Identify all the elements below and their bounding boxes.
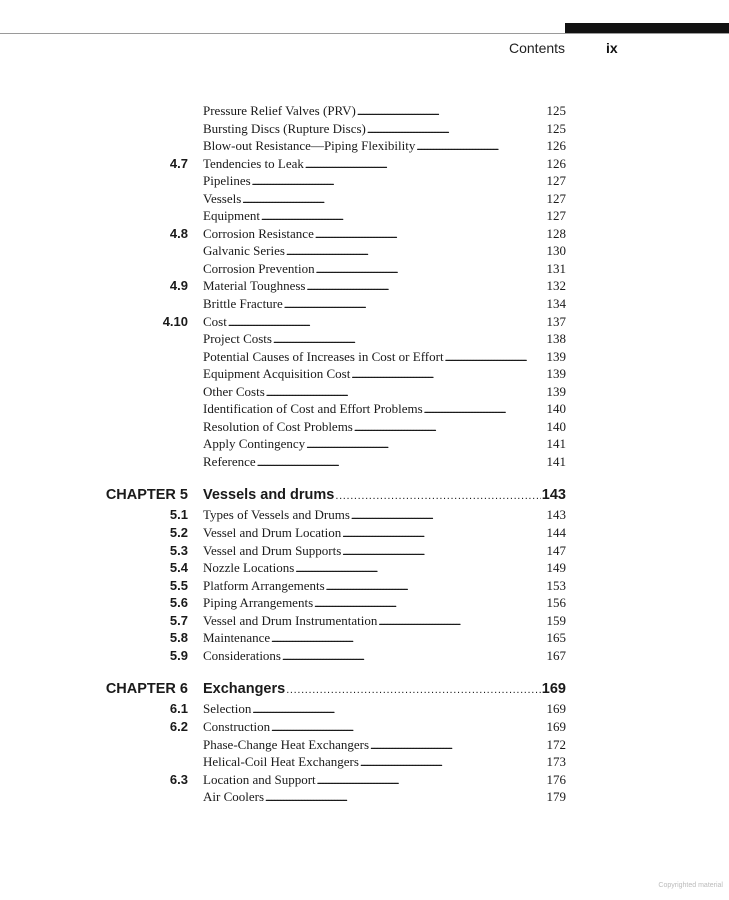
entry-page: 127 (546, 208, 566, 224)
section-number: 5.1 (169, 507, 188, 523)
entry-page: 125 (546, 103, 566, 118)
toc-entry[interactable] (0, 629, 729, 647)
chapter-page: 143 (541, 487, 566, 504)
toc-entry[interactable] (0, 137, 729, 155)
entry-page: 128 (546, 225, 566, 241)
header-rule (0, 33, 729, 34)
entry-title: Vessels (203, 190, 242, 206)
entry-page: 156 (546, 595, 566, 611)
entry-page: 159 (546, 612, 566, 628)
section-number: 6.3 (169, 771, 188, 787)
entry-title: Considerations (203, 647, 281, 663)
section-number: 4.8 (169, 225, 188, 241)
running-head: Contents (509, 40, 566, 56)
toc-entry[interactable] (0, 542, 729, 560)
entry-page: 140 (546, 418, 566, 434)
chapter-title: Vessels and drums (203, 487, 335, 504)
chapter-title: Exchangers (203, 681, 286, 698)
entry-page: 147 (546, 542, 566, 558)
toc-entry[interactable] (0, 594, 729, 612)
section-number: 5.5 (169, 577, 188, 593)
section-number: 4.10 (162, 313, 188, 329)
entry-page: 172 (546, 736, 566, 752)
entry-page: 139 (546, 366, 566, 382)
dot-leader (257, 453, 546, 473)
section-number: 5.2 (169, 525, 188, 541)
toc-entry[interactable] (0, 120, 729, 138)
entry-page: 131 (546, 260, 566, 276)
entry-title: Cost (203, 313, 227, 329)
toc-entry[interactable] (0, 225, 729, 243)
entry-title: Location and Support (203, 771, 316, 787)
chapter-label: CHAPTER 6 (105, 681, 188, 698)
entry-title: Corrosion Resistance (203, 225, 314, 241)
section-number: 5.7 (169, 612, 188, 628)
section-number: 5.4 (169, 560, 188, 576)
entry-page: 130 (546, 243, 566, 259)
toc-entry[interactable] (0, 207, 729, 225)
table-of-contents (0, 102, 729, 806)
entry-page: 167 (546, 647, 566, 663)
toc-entry[interactable] (0, 700, 729, 718)
section-number: 5.8 (169, 630, 188, 646)
toc-entry[interactable] (0, 383, 729, 401)
entry-title: Potential Causes of Increases in Cost or Effort (203, 348, 444, 364)
section-number: 6.2 (169, 718, 188, 734)
entry-page: 132 (546, 278, 566, 294)
entry-title: Other Costs (203, 383, 265, 399)
entry-page: 127 (546, 190, 566, 206)
entry-title: Helical-Coil Heat Exchangers (203, 754, 359, 770)
entry-title: Identification of Cost and Effort Problems (203, 401, 423, 417)
toc-entry[interactable] (0, 718, 729, 736)
entry-title: Pressure Relief Valves (PRV) (203, 103, 356, 118)
entry-title: Apply Contingency (203, 436, 306, 452)
section-number: 6.1 (169, 701, 188, 717)
entry-title: Tendencies to Leak (203, 155, 304, 171)
toc-entry[interactable] (0, 524, 729, 542)
entry-title: Maintenance (203, 630, 271, 646)
section-number: 5.9 (169, 647, 188, 663)
entry-page: 141 (546, 436, 566, 452)
entry-page: 137 (546, 313, 566, 329)
section-number: 5.6 (169, 595, 188, 611)
toc-entry[interactable] (0, 753, 729, 771)
entry-title: Blow-out Resistance—Piping Flexibility (203, 138, 416, 154)
dot-leader (282, 647, 546, 667)
entry-title: Platform Arrangements (203, 577, 325, 593)
entry-page: 165 (546, 630, 566, 646)
toc-entry[interactable] (0, 365, 729, 383)
toc-entry[interactable] (0, 190, 729, 208)
chapter-5-heading[interactable] (0, 484, 729, 506)
entry-title: Project Costs (203, 331, 272, 347)
toc-entry[interactable] (0, 400, 729, 418)
entry-title: Piping Arrangements (203, 595, 314, 611)
entry-title: Selection (203, 701, 252, 717)
page-number: ix (606, 40, 618, 56)
entry-title: Construction (203, 718, 271, 734)
toc-entry[interactable] (0, 647, 729, 665)
toc-entry[interactable] (0, 736, 729, 754)
entry-title: Equipment (203, 208, 261, 224)
entry-page: 169 (546, 701, 566, 717)
toc-entry[interactable] (0, 612, 729, 630)
entry-title: Resolution of Cost Problems (203, 418, 353, 434)
entry-title: Vessel and Drum Supports (203, 542, 342, 558)
entry-title: Vessel and Drum Instrumentation (203, 612, 378, 628)
section-number: 4.7 (169, 155, 188, 171)
entry-title: Galvanic Series (203, 243, 285, 259)
toc-entry[interactable] (0, 313, 729, 331)
toc-entry[interactable] (0, 435, 729, 453)
entry-title: Nozzle Locations (203, 560, 295, 576)
entry-page: 139 (546, 348, 566, 364)
entry-page: 140 (546, 401, 566, 417)
entry-page: 125 (546, 120, 566, 136)
copyright-watermark: Copyrighted material (658, 882, 723, 889)
dot-leader (286, 678, 541, 701)
entry-title: Reference (203, 453, 256, 469)
toc-entry[interactable] (0, 418, 729, 436)
dot-leader (265, 788, 545, 808)
chapter-4-entries (0, 102, 729, 470)
entry-title: Phase-Change Heat Exchangers (203, 736, 370, 752)
entry-page: 126 (546, 155, 566, 171)
entry-title: Pipelines (203, 173, 251, 189)
toc-entry[interactable] (0, 506, 729, 524)
section-number: 5.3 (169, 542, 188, 558)
entry-page: 176 (546, 771, 566, 787)
toc-entry[interactable] (0, 260, 729, 278)
entry-page: 169 (546, 718, 566, 734)
entry-title: Corrosion Prevention (203, 260, 315, 276)
dot-leader (335, 484, 540, 507)
entry-title: Air Coolers (203, 789, 265, 805)
entry-title: Types of Vessels and Drums (203, 507, 350, 523)
chapter-5-entries (0, 506, 729, 664)
chapter-6-heading[interactable] (0, 678, 729, 700)
entry-page: 141 (546, 453, 566, 469)
entry-page: 179 (546, 789, 566, 805)
entry-title: Brittle Fracture (203, 296, 283, 312)
chapter-6-entries (0, 700, 729, 805)
entry-page: 138 (546, 331, 566, 347)
toc-entry[interactable] (0, 277, 729, 295)
chapter-page: 169 (541, 681, 566, 698)
section-number: 4.9 (169, 278, 188, 294)
toc-entry[interactable] (0, 172, 729, 190)
entry-title: Material Toughness (203, 278, 306, 294)
entry-title: Equipment Acquisition Cost (203, 366, 351, 382)
toc-entry[interactable] (0, 559, 729, 577)
toc-entry[interactable] (0, 453, 729, 471)
toc-entry[interactable] (0, 242, 729, 260)
toc-entry[interactable] (0, 348, 729, 366)
toc-entry[interactable] (0, 295, 729, 313)
toc-entry[interactable] (0, 771, 729, 789)
entry-title: Bursting Discs (Rupture Discs) (203, 120, 366, 136)
entry-page: 143 (546, 507, 566, 523)
toc-entry[interactable] (0, 330, 729, 348)
entry-page: 127 (546, 173, 566, 189)
toc-entry[interactable] (0, 155, 729, 173)
entry-page: 153 (546, 577, 566, 593)
entry-page: 149 (546, 560, 566, 576)
entry-page: 134 (546, 296, 566, 312)
toc-entry[interactable] (0, 788, 729, 806)
entry-page: 173 (546, 754, 566, 770)
toc-entry[interactable] (0, 577, 729, 595)
entry-page: 126 (546, 138, 566, 154)
chapter-label: CHAPTER 5 (105, 487, 188, 504)
toc-entry[interactable] (0, 102, 729, 120)
entry-title: Vessel and Drum Location (203, 525, 342, 541)
entry-page: 144 (546, 525, 566, 541)
entry-page: 139 (546, 383, 566, 399)
